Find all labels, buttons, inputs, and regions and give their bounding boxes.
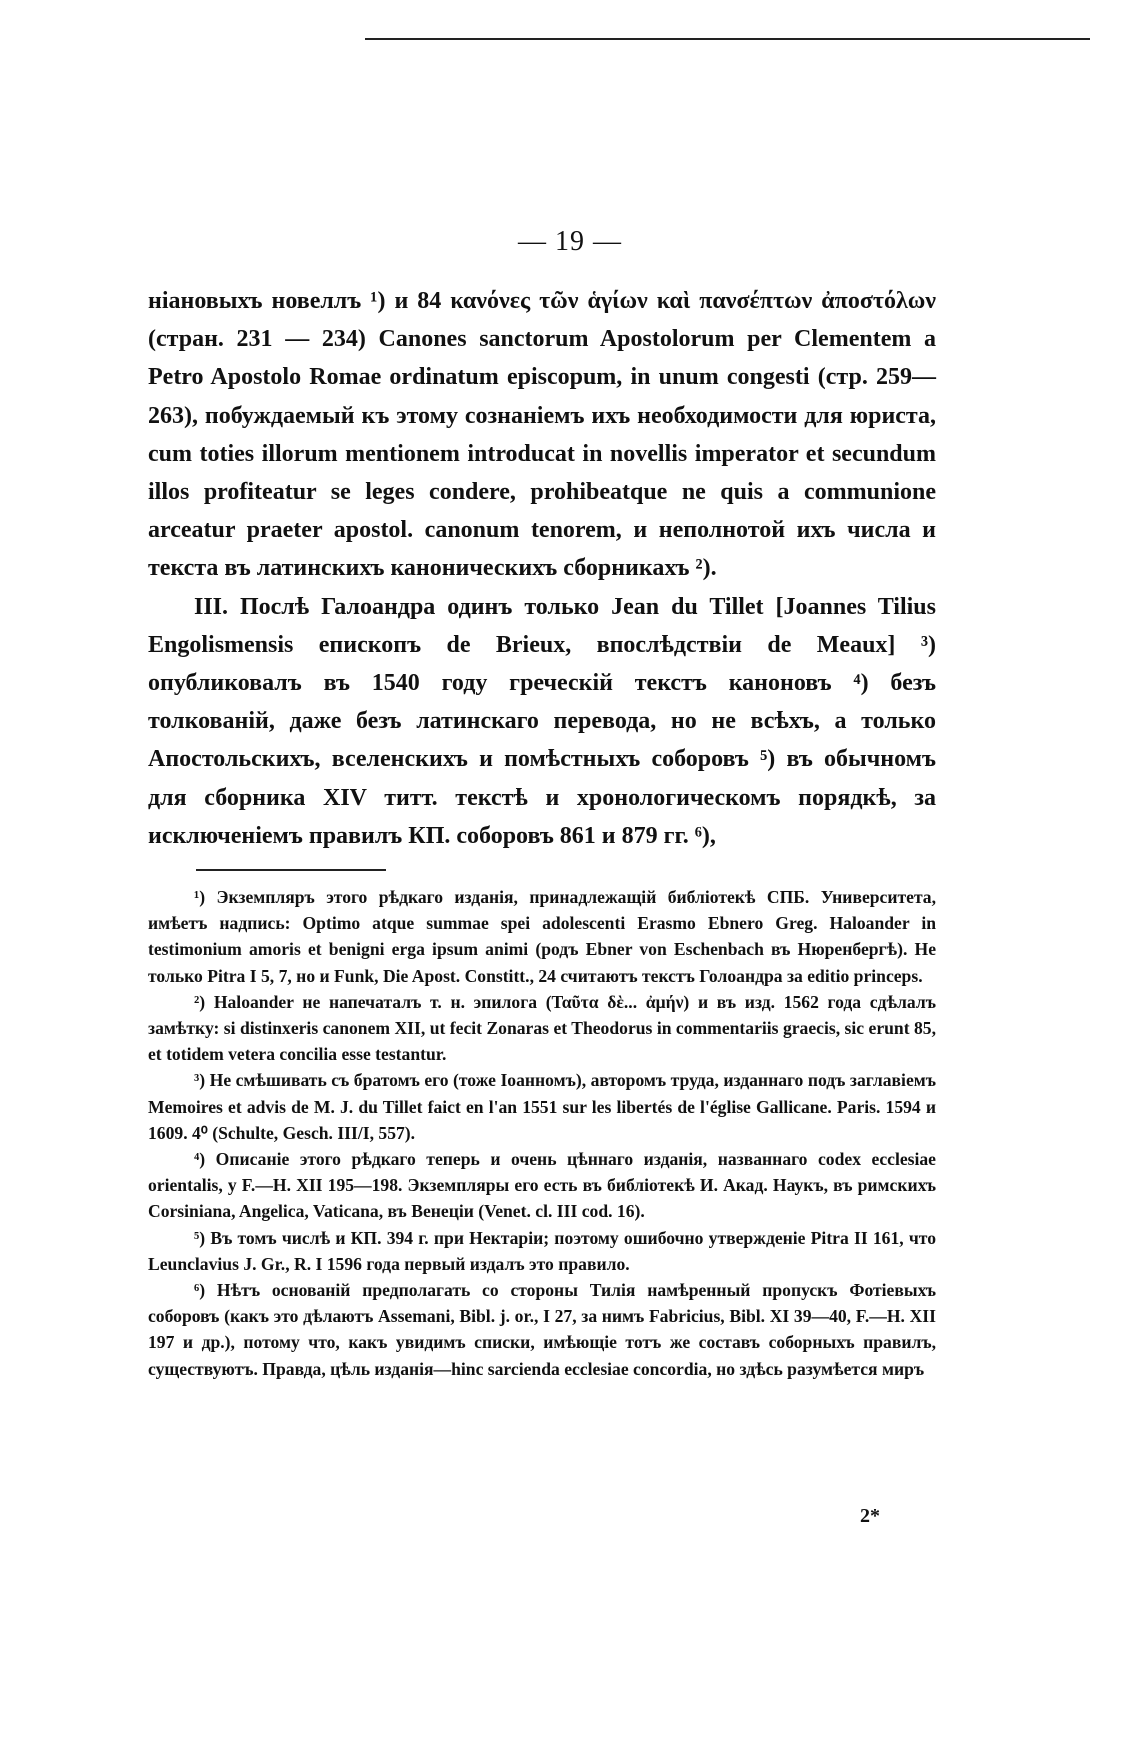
footnote-2: ²) Haloander не напечаталъ т. н. эпилога (Ταῦτα δὲ... ἀμήν) и въ изд. 1562 года сдѣлалъ замѣтку: si distinxeris canonem XII, ut fecit Zonaras et Theodorus in commentariis graecis, sic erunt 85, et totidem vetera concilia esse testantur. bbox=[148, 991, 936, 1065]
signature-mark: 2* bbox=[860, 1505, 880, 1527]
paragraph: III. Послѣ Галоандра одинъ только Jean du Tillet [Joannes Tilius Engolismensis епископъ de Brieux, впослѣдствіи de Meaux] ³) опубликовалъ въ 1540 году греческій текстъ каноновъ ⁴) безъ толкованій, даже безъ латинскаго перевода, но не всѣхъ, а только Апостольскихъ, вселенскихъ и помѣстныхъ соборовъ ⁵) въ обычномъ для сборника XIV титт. текстѣ и хронологическомъ порядкѣ, за исключеніемъ правилъ КП. соборовъ 861 и 879 гг. ⁶), bbox=[148, 593, 936, 849]
paragraph: ніановыхъ новеллъ ¹) и 84 κανόνες τῶν ἁγίων καὶ πανσέπτων ἀποστόλων (стран. 231 — 234) Canones sanctorum Apostolorum per Clementem a Petro Apostolo Romae ordinatum episcopum, in unum congesti (стр. 259—263), побуждаемый къ этому сознаніемъ ихъ необходимости для юриста, cum toties illorum mentionem introducat in novellis imperator et secundum illos profiteatur se leges condere, prohibeatque ne quis a communione arceatur praeter apostol. canonum tenorem, и неполнотой ихъ числа и текста въ латинскихъ каноническихъ сборникахъ ²). bbox=[148, 288, 936, 582]
footnote-1: ¹) Экземпляръ этого рѣдкаго изданія, принадлежащій библіотекѣ СПБ. Университета, имѣетъ надпись: Optimo atque summae spei adolescenti Erasmo Ebnero Greg. Haloander in testimonium amoris et benigni erga ipsum animi (родъ Ebner von Eschenbach въ Нюренбергѣ). Не только Pitra I 5, 7, но и Funk, Die Apost. Constitt., 24 считаютъ текстъ Голоандра за editio princeps. bbox=[148, 887, 936, 986]
main-text bbox=[148, 282, 936, 855]
top-rule bbox=[365, 38, 1090, 40]
footnotes bbox=[148, 884, 936, 1382]
footnote-5: ⁵) Въ томъ числѣ и КП. 394 г. при Нектаріи; поэтому ошибочно утвержденіе Pitra II 161, что Leunclavius J. Gr., R. I 1596 года первый издалъ это правило. bbox=[148, 1227, 936, 1274]
page-number: — 19 — bbox=[518, 226, 622, 257]
footnote-6: ⁶) Нѣтъ основаній предполагать со стороны Тилія намѣренный пропускъ Фотіевыхъ соборовъ (какъ это дѣлаютъ Assemani, Bibl. j. or., I 27, за нимъ Fabricius, Bibl. XI 39—40, F.—H. XII 197 и др.), потому что, какъ увидимъ списки, имѣющіе тотъ же составъ соборныхъ правилъ, существуютъ. Правда, цѣль изданія—hinc sarcienda ecclesiae concordia, но здѣсь разумѣется миръ bbox=[148, 1280, 936, 1379]
footnote-3: ³) Не смѣшивать съ братомъ его (тоже Іоанномъ), авторомъ труда, изданнаго подъ заглавіемъ Memoires et advis de M. J. du Tillet faict en l'an 1551 sur les libertés de l'église Gallicane. Paris. 1594 и 1609. 4⁰ (Schulte, Gesch. III/I, 557). bbox=[148, 1070, 936, 1143]
footnote-4: ⁴) Описаніе этого рѣдкаго теперь и очень цѣннаго изданія, названнаго codex ecclesiae orientalis, у F.—H. XII 195—198. Экземпляры его есть въ библіотекѣ И. Акад. Наукъ, въ римскихъ Corsiniana, Angelica, Vaticana, въ Венеціи (Venet. cl. III cod. 16). bbox=[148, 1149, 936, 1222]
footnote-divider bbox=[196, 869, 386, 871]
